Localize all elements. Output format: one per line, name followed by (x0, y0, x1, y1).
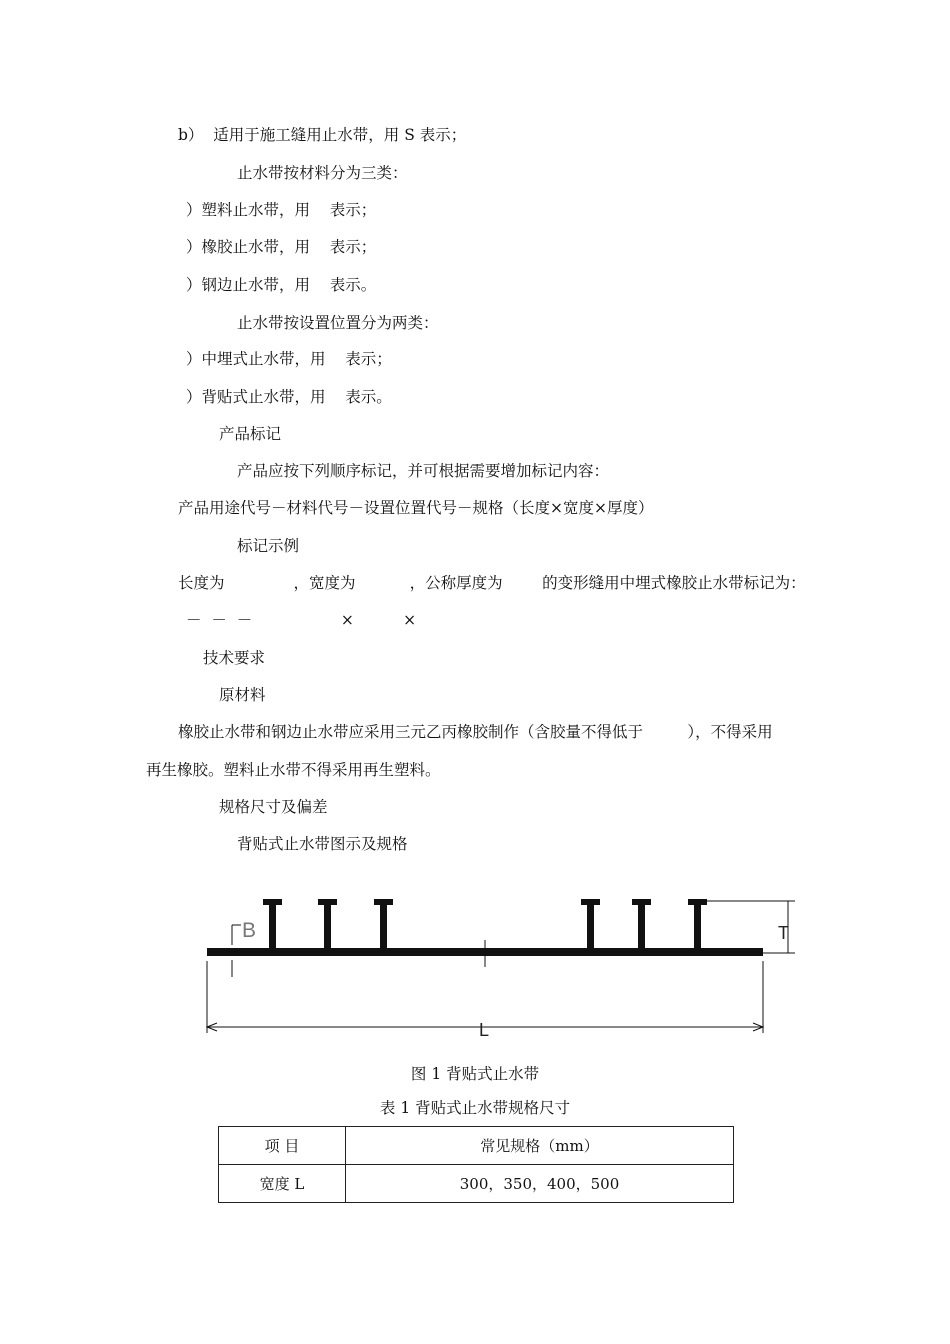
text-line: 产品应按下列顺序标记，并可根据需要增加标记内容： (237, 462, 610, 480)
label-B: B (242, 919, 257, 942)
waterstop-figure (195, 885, 795, 1045)
text-line: 橡胶止水带和钢边止水带应采用三元乙丙橡胶制作（含胶量不得低于 ），不得采用 (178, 723, 773, 741)
text-line: 背贴式止水带图示及规格 (237, 835, 408, 853)
text-line: － － － × × (186, 611, 417, 629)
text-line: ）塑料止水带，用 表示； (186, 201, 377, 219)
table-cell: 300，350，400，500 (346, 1165, 734, 1203)
text-line: ）橡胶止水带，用 表示； (186, 238, 377, 256)
table-header-cell: 项 目 (219, 1127, 346, 1165)
text-line: 再生橡胶。塑料止水带不得采用再生塑料。 (146, 761, 441, 779)
label-T: T (778, 923, 789, 943)
table-header-row (219, 1127, 734, 1165)
text-line: 长度为 ，宽度为 ，公称厚度为 的变形缝用中埋式橡胶止水带标记为： (178, 574, 806, 592)
label-L: L (479, 1020, 490, 1040)
figure-caption: 图 1 背贴式止水带 (410, 1065, 540, 1083)
table-caption: 表 1 背贴式止水带规格尺寸 (379, 1099, 571, 1117)
text-line: b） 适用于施工缝用止水带，用 S 表示； (178, 126, 467, 144)
table-cell: 宽度 L (219, 1165, 346, 1203)
text-line: 止水带按材料分为三类： (237, 164, 408, 182)
text-line: 产品用途代号－材料代号－设置位置代号－规格（长度×宽度×厚度） (178, 499, 654, 517)
table-header-cell: 常见规格（mm） (346, 1127, 734, 1165)
text-line: 标记示例 (237, 537, 300, 555)
text-line: 规格尺寸及偏差 (219, 798, 328, 816)
text-line: 原材料 (219, 686, 266, 704)
text-line: ）背贴式止水带，用 表示。 (186, 388, 392, 406)
text-line: ）中埋式止水带，用 表示； (186, 350, 392, 368)
spec-table (218, 1126, 734, 1203)
text-line: ）钢边止水带，用 表示。 (186, 276, 377, 294)
text-line: 产品标记 (219, 425, 282, 443)
text-line: 止水带按设置位置分为两类： (237, 314, 439, 332)
table-row (219, 1165, 734, 1203)
text-line: 技术要求 (203, 649, 266, 667)
